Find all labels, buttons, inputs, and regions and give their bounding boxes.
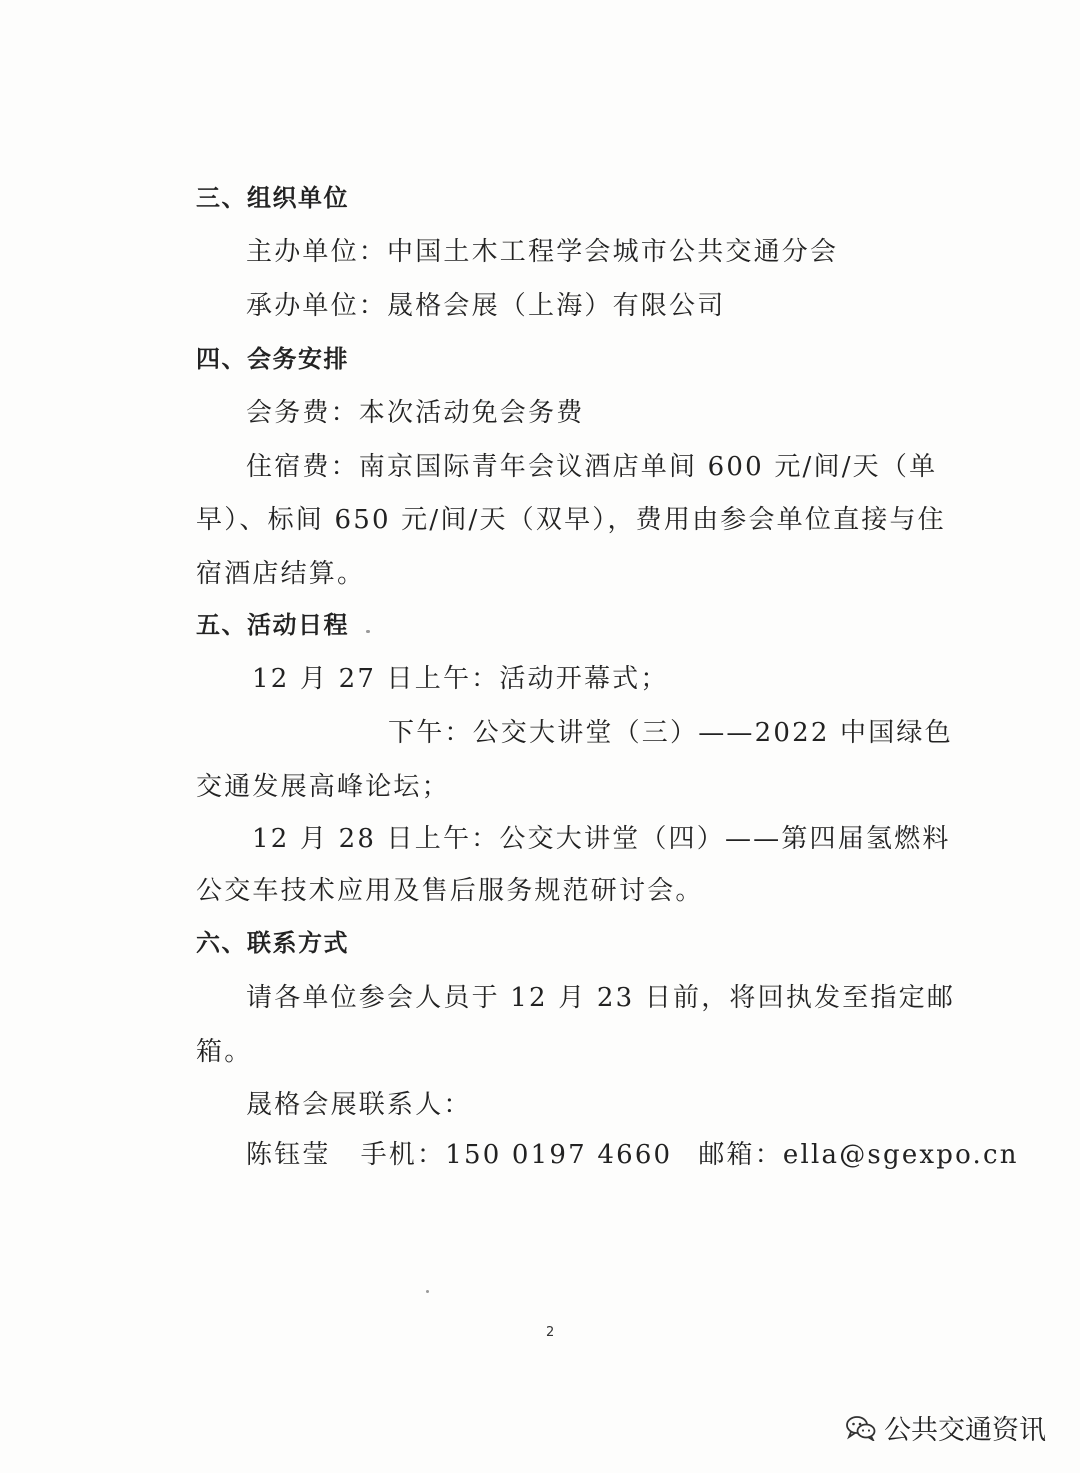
contact-email: 邮箱：ella@sgexpo.cn xyxy=(698,1140,1019,1170)
schedule-day1-morning: 12 月 27 日上午：活动开幕式； xyxy=(252,664,669,694)
lodging-fee-line3: 宿酒店结算。 xyxy=(196,559,366,589)
watermark-text: 公共交通资讯 xyxy=(884,1415,1046,1446)
contact-instruction-line1: 请各单位参会人员于 12 月 23 日前，将回执发至指定邮 xyxy=(246,983,956,1013)
lodging-fee-line2: 早）、标间 650 元/间/天（双早），费用由参会单位直接与住 xyxy=(196,505,946,535)
contact-details xyxy=(246,1140,1019,1170)
scan-speck xyxy=(426,1290,429,1293)
section-heading-arrangements: 四、会务安排 xyxy=(196,345,349,373)
lodging-fee-line1: 住宿费：南京国际青年会议酒店单间 600 元/间/天（单 xyxy=(246,452,938,482)
undertaker-organizer: 承办单位：晟格会展（上海）有限公司 xyxy=(246,291,726,321)
scan-speck xyxy=(366,630,370,633)
contact-instruction-line2: 箱。 xyxy=(196,1037,253,1067)
schedule-day1-afternoon: 下午：公交大讲堂（三）——2022 中国绿色 xyxy=(388,718,953,748)
section-heading-organizers: 三、组织单位 xyxy=(196,184,349,212)
section-heading-contact: 六、联系方式 xyxy=(196,929,349,957)
section-heading-schedule: 五、活动日程 xyxy=(196,611,349,639)
schedule-day2-morning: 12 月 28 日上午：公交大讲堂（四）——第四届氢燃料 xyxy=(252,824,951,854)
schedule-day2-morning-cont: 公交车技术应用及售后服务规范研讨会。 xyxy=(196,876,704,906)
conference-fee: 会务费：本次活动免会务费 xyxy=(246,398,585,428)
host-organizer: 主办单位：中国土木工程学会城市公共交通分会 xyxy=(246,237,839,267)
contact-phone: 手机：150 0197 4660 xyxy=(360,1140,673,1170)
schedule-day1-afternoon-cont: 交通发展高峰论坛； xyxy=(196,772,450,802)
page-number: 2 xyxy=(546,1325,555,1340)
contact-name: 陈钰莹 xyxy=(246,1140,331,1170)
source-watermark xyxy=(846,1408,1046,1447)
contact-person-title: 晟格会展联系人： xyxy=(246,1090,472,1120)
wechat-icon xyxy=(846,1415,876,1441)
